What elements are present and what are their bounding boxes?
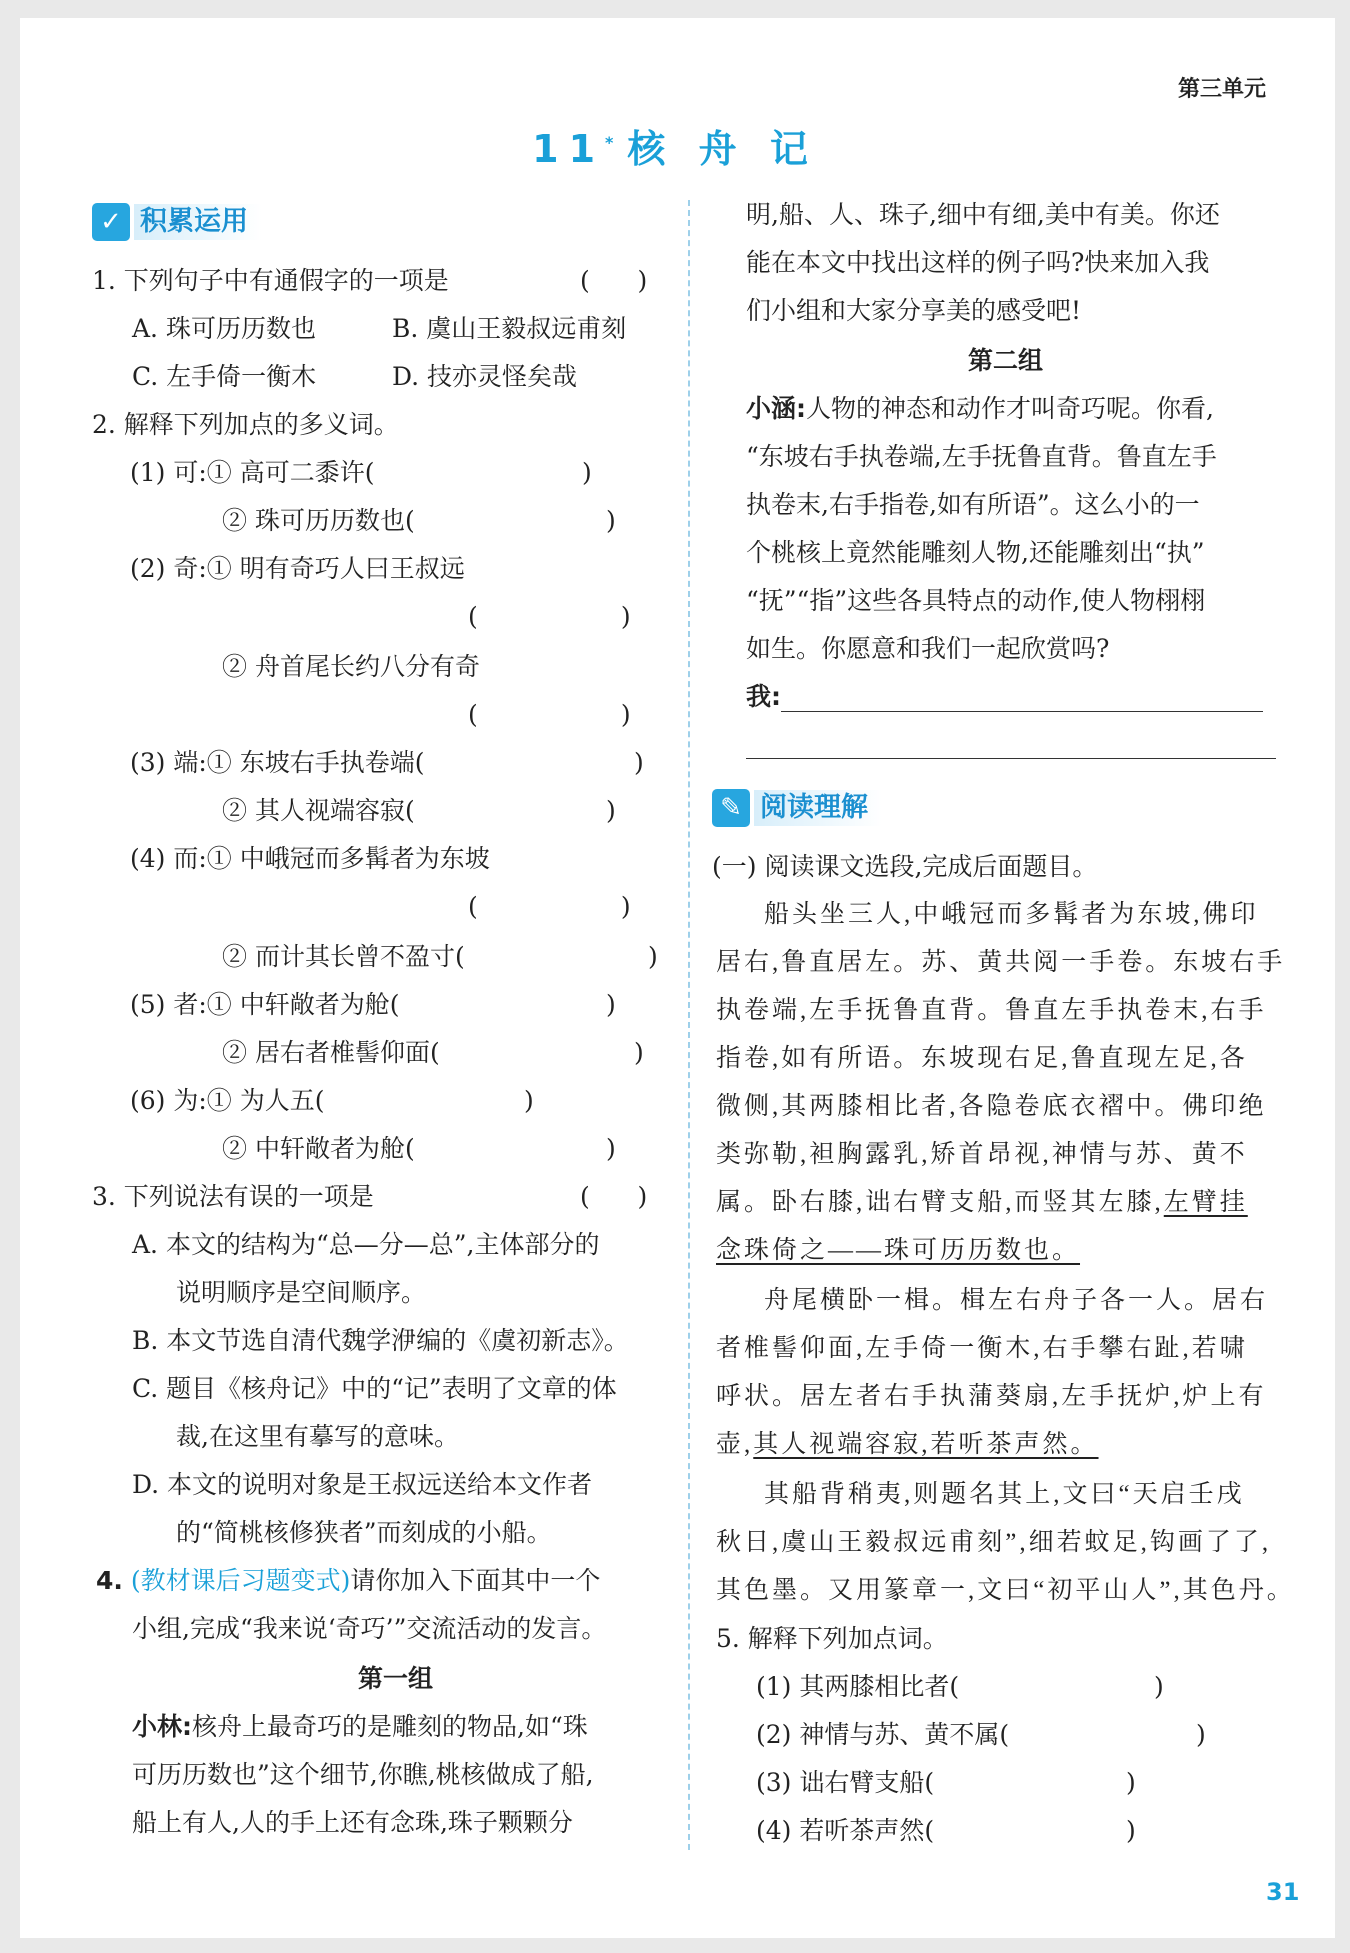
answer-blank-line[interactable]	[746, 758, 1276, 759]
section-title: 阅读理解	[754, 790, 882, 826]
close-paren: )	[634, 1038, 644, 1067]
close-paren: )	[1154, 1672, 1164, 1701]
q2-item: ② 珠可历历数也(	[222, 506, 415, 535]
passage-line: 类弥勒,袒胸露乳,矫首昂视,神情与苏、黄不	[716, 1141, 1248, 1168]
q2-item: ② 中轩敞者为舱(	[222, 1134, 415, 1163]
q4-cont: 小组,完成“我来说‘奇巧’”交流活动的发言。	[132, 1614, 607, 1643]
answer-paren: ( )	[580, 1182, 648, 1211]
close-paren: )	[1126, 1768, 1136, 1797]
close-paren: )	[582, 458, 592, 487]
answer-paren: ( )	[468, 602, 631, 631]
underlined-text: 左臂挂	[1163, 1189, 1248, 1216]
option-b: B. 虞山王毅叔远甫刻	[392, 314, 627, 343]
option-d-cont: 的“简桃核修狭者”而刻成的小船。	[176, 1518, 552, 1547]
q2-item: (4) 而:① 中峨冠而多髯者为东坡	[130, 844, 490, 873]
answer-paren: ( )	[468, 892, 631, 921]
reading-instruction: (一) 阅读课文选段,完成后面题目。	[712, 852, 1098, 881]
checkbox-icon: ✓	[92, 203, 130, 241]
answer-paren: ( )	[468, 700, 631, 729]
q2-item: (3) 端:① 东坡右手执卷端(	[130, 748, 425, 777]
lesson-name: 核 舟 记	[627, 127, 818, 171]
passage-line: 壶,其人视端容寂,若听茶声然。	[716, 1431, 1099, 1458]
group-2-title: 第二组	[968, 346, 1044, 375]
group-2-text: “东坡右手执卷端,左手抚鲁直背。鲁直左手	[746, 442, 1217, 471]
passage-line: 者椎髻仰面,左手倚一衡木,右手攀右趾,若啸	[716, 1335, 1248, 1362]
q5-item: (2) 神情与苏、黄不属(	[756, 1720, 1010, 1749]
underlined-text: 其人视端容寂,若听茶声然。	[753, 1431, 1099, 1458]
lesson-mark: *	[605, 133, 614, 153]
question-1: 1. 下列句子中有通假字的一项是	[92, 266, 449, 295]
close-paren: )	[606, 506, 616, 535]
group-1-text: 可历历数也”这个细节,你瞧,桃核做成了船,	[132, 1760, 594, 1789]
column-divider	[688, 200, 690, 1850]
workbook-page	[20, 18, 1335, 1938]
option-c-cont: 裁,在这里有摹写的意味。	[176, 1422, 459, 1451]
option-a: A. 本文的结构为“总—分—总”,主体部分的	[132, 1230, 600, 1259]
q2-item: (6) 为:① 为人五(	[130, 1086, 325, 1115]
my-answer-line[interactable]: 我:	[746, 682, 1263, 712]
lesson-number: 11	[532, 127, 606, 171]
lesson-title	[0, 118, 1350, 173]
option-d: D. 本文的说明对象是王叔远送给本文作者	[132, 1470, 593, 1499]
group-2-text: “抚”“指”这些各具特点的动作,使人物栩栩	[746, 586, 1206, 615]
underlined-text: 念珠倚之——珠可历历数也。	[716, 1237, 1081, 1264]
passage-line: 执卷端,左手抚鲁直背。鲁直左手执卷末,右手	[716, 997, 1267, 1024]
option-c: C. 左手倚一衡木	[132, 362, 317, 391]
passage-line: 呼状。居左者右手执蒲葵扇,左手抚炉,炉上有	[716, 1383, 1267, 1410]
passage-line: 其船背稍夷,则题名其上,文曰“天启壬戌	[764, 1481, 1245, 1508]
option-d: D. 技亦灵怪矣哉	[392, 362, 578, 391]
section-title: 积累运用	[134, 204, 262, 240]
close-paren: )	[648, 942, 658, 971]
section-reading	[712, 786, 882, 830]
question-2: 2. 解释下列加点的多义词。	[92, 410, 399, 439]
q2-item: (1) 可:① 高可二黍许(	[130, 458, 375, 487]
close-paren: )	[606, 796, 616, 825]
option-a: A. 珠可历历数也	[132, 314, 316, 343]
passage-line: 居右,鲁直居左。苏、黄共阅一手卷。东坡右手	[716, 949, 1286, 976]
group-2-text: 个桃核上竟然能雕刻人物,还能雕刻出“执”	[746, 538, 1205, 567]
group-1-text: 船上有人,人的手上还有念珠,珠子颗颗分	[132, 1808, 573, 1837]
close-paren: )	[524, 1086, 534, 1115]
close-paren: )	[606, 1134, 616, 1163]
close-paren: )	[1126, 1816, 1136, 1845]
option-a-cont: 说明顺序是空间顺序。	[176, 1278, 427, 1307]
close-paren: )	[1196, 1720, 1206, 1749]
passage-line: 属。卧右膝,诎右臂支船,而竖其左膝,左臂挂	[716, 1189, 1248, 1216]
group-2-text: 如生。你愿意和我们一起欣赏吗?	[746, 634, 1110, 663]
passage-line: 其色墨。又用篆章一,文曰“初平山人”,其色丹。	[716, 1577, 1295, 1604]
group-1-text: 明,船、人、珠子,细中有细,美中有美。你还	[746, 200, 1220, 229]
question-4: 4. (教材课后习题变式)请你加入下面其中一个	[96, 1566, 601, 1595]
close-paren: )	[634, 748, 644, 777]
unit-label: 第三单元	[1178, 77, 1267, 102]
group-2-text: 执卷末,右手指卷,如有所语”。这么小的一	[746, 490, 1200, 519]
q2-item: ② 居右者椎髻仰面(	[222, 1038, 440, 1067]
close-paren: )	[606, 990, 616, 1019]
q2-item: (5) 者:① 中轩敞者为舱(	[130, 990, 400, 1019]
question-3: 3. 下列说法有误的一项是	[92, 1182, 374, 1211]
passage-line: 微侧,其两膝相比者,各隐卷底衣褶中。佛印绝	[716, 1093, 1267, 1120]
option-c: C. 题目《核舟记》中的“记”表明了文章的体	[132, 1374, 617, 1403]
q2-item: (2) 奇:① 明有奇巧人曰王叔远	[130, 554, 465, 583]
group-1-title: 第一组	[358, 1664, 434, 1693]
pencil-icon: ✎	[712, 789, 750, 827]
group-1-text: 能在本文中找出这样的例子吗?快来加入我	[746, 248, 1210, 277]
option-b: B. 本文节选自清代魏学洢编的《虞初新志》。	[132, 1326, 629, 1355]
q5-item: (1) 其两膝相比者(	[756, 1672, 960, 1701]
page-number: 31	[1266, 1878, 1300, 1906]
passage-line: 秋日,虞山王毅叔远甫刻”,细若蚊足,钩画了了,	[716, 1529, 1272, 1556]
passage-line: 指卷,如有所语。东坡现右足,鲁直现左足,各	[716, 1045, 1248, 1072]
passage-line: 船头坐三人,中峨冠而多髯者为东坡,佛印	[764, 901, 1259, 928]
section-accumulate	[92, 200, 262, 244]
q5-item: (4) 若听茶声然(	[756, 1816, 935, 1845]
q2-item: ② 而计其长曾不盈寸(	[222, 942, 465, 971]
q2-item: ② 其人视端容寂(	[222, 796, 415, 825]
answer-paren: ( )	[580, 266, 648, 295]
passage-line	[716, 1236, 1080, 1266]
question-5: 5. 解释下列加点词。	[716, 1624, 948, 1653]
variant-note: (教材课后习题变式)	[130, 1566, 351, 1595]
group-1-text: 们小组和大家分享美的感受吧!	[746, 296, 1082, 325]
q2-item: ② 舟首尾长约八分有奇	[222, 652, 480, 681]
group-1-text: 小林:核舟上最奇巧的是雕刻的物品,如“珠	[132, 1712, 588, 1741]
q5-item: (3) 诎右臂支船(	[756, 1768, 935, 1797]
group-2-text: 小涵:人物的神态和动作才叫奇巧呢。你看,	[746, 394, 1214, 423]
passage-line: 舟尾横卧一楫。楫左右舟子各一人。居右	[764, 1287, 1269, 1314]
